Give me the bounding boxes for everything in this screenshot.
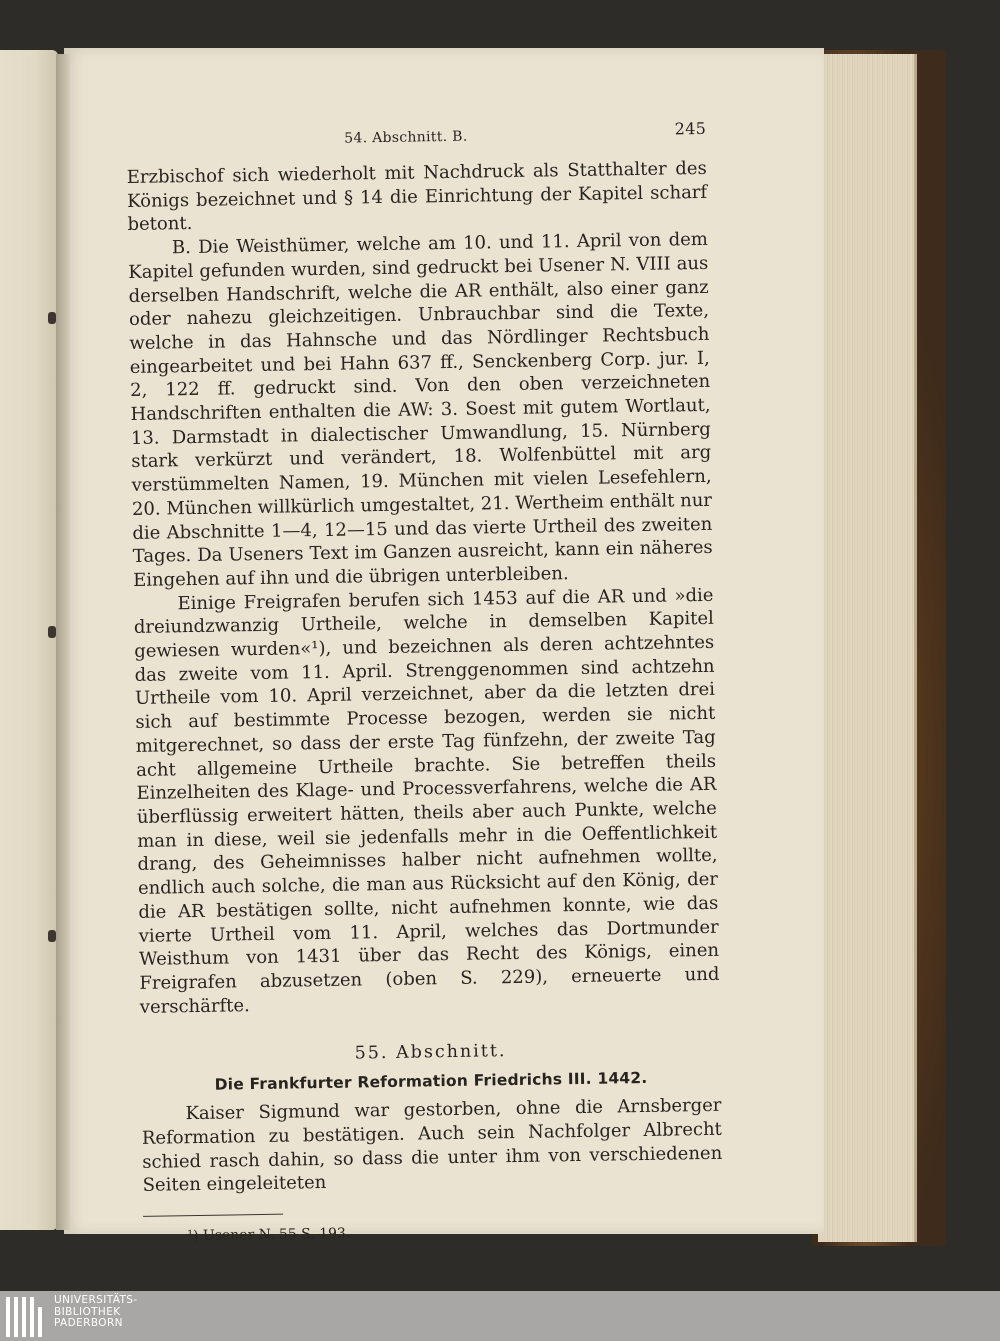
section-title: 55. Abschnitt. xyxy=(354,1041,507,1064)
library-name-line: PADERBORN xyxy=(54,1317,123,1329)
paragraph-freigrafen: Einige Freigrafen berufen sich 1453 auf die AR und »die dreiundzwanzig Urtheile, welche in demselben Kapitel gewiesen wurden«¹), und bezeichnen als deren achtzehntes das zweite vom 11. April. Strenggenommen sind achtzehn Urtheile vom 10. April verzeichnet, aber da die letzten drei sich auf bestimmte Processe bezogen, werden sie nicht mitgerechnet, so dass der erste Tag fünfzehn, der zweite Tag acht allgemeine Urtheile brachte. Sie betreffen theils Einzelheiten des Klage- und Processverfahrens, welche die AR überflüssig erweitert hätten, theils aber auch Punkte, welche man in diese, weil sie jedenfalls mehr in die Oeffentlichkeit drang, des Geheimnisses halber nicht aufnehmen wollte, endlich auch solche, die man aus Rücksicht auf den König, der die AR bestätigen sollte, nicht aufnehmen konnte, wie das vierte Urtheil vom 11. April, welches das Dortmunder Weisthum von 1431 über das Recht des Königs, einen Freigrafen abzusetzen (oben S. 229), erneuerte und verschärfte. xyxy=(133,584,720,1018)
paragraph-continuation: Erzbischof sich wiederholt mit Nachdruck als Statthalter des Königs bezeichnet und § 14 die Einrichtung der Kapitel scharf betont. xyxy=(126,157,708,236)
page-text-block xyxy=(126,117,724,1245)
left-page-edge xyxy=(0,50,58,1230)
running-title: 54. Abschnitt. B. xyxy=(344,128,468,147)
binding-thread xyxy=(48,930,56,942)
paragraph-weisthuemer: B. Die Weisthümer, welche am 10. und 11. April von dem Kapitel gefunden wurden, sind gedruckt bei Usener N. VIII aus derselben Handschrift, welche die AR enthält, also einer ganz oder nahezu gleichzeitigen. Unbrauchbar sind die Texte, welche in das Hahnsche und das Nördlinger Rechtsbuch eingearbeitet und bei Hahn 637 ff., Senckenberg Corp. jur. I, 2, 122 ff. gedruckt sind. Von den oben verzeichneten Handschriften enthalten die AW: 3. Soest mit gutem Wortlaut, 13. Darmstadt in dialectischer Umwandlung, 15. Nürnberg stark verkürzt und verändert, 18. Wolfenbüttel mit arg verstümmelten Namen, 19. München mit vielen Lesefehlern, 20. München willkürlich umgestaltet, 21. Wertheim enthält nur die Abschnitte 1—4, 12—15 und das vierte Urtheil des zweiten Tages. Da Useners Text im Ganzen ausreicht, kann ein näheres Eingehen auf ihn und die übrigen unterbleiben. xyxy=(128,228,713,591)
library-logo-icon xyxy=(6,1297,46,1337)
library-name xyxy=(54,1295,138,1330)
book-page xyxy=(64,48,824,1245)
binding-thread xyxy=(48,626,56,638)
page-number: 245 xyxy=(674,118,707,139)
library-name-line: UNIVERSITÄTS- xyxy=(54,1294,138,1306)
page-edges xyxy=(818,54,917,1242)
library-footer-bar xyxy=(0,1291,1000,1341)
page-gutter xyxy=(56,54,70,1230)
footnote: ¹) Usener N. 55 S. 193. xyxy=(187,1225,351,1245)
footnote-rule xyxy=(143,1214,283,1217)
paragraph-kaiser-sigmund: Kaiser Sigmund war gestorben, ohne die Arnsberger Reformation zu bestätigen. Auch sein Nachfolger Albrecht schied rasch dahin, so dass die unter ihm von verschiedenen Seiten eingeleiteten xyxy=(141,1095,723,1197)
library-name-line: BIBLIOTHEK xyxy=(54,1305,121,1318)
section-subtitle: Die Frankfurter Reformation Friedrichs III. 1442. xyxy=(214,1069,648,1095)
binding-thread xyxy=(48,312,56,324)
